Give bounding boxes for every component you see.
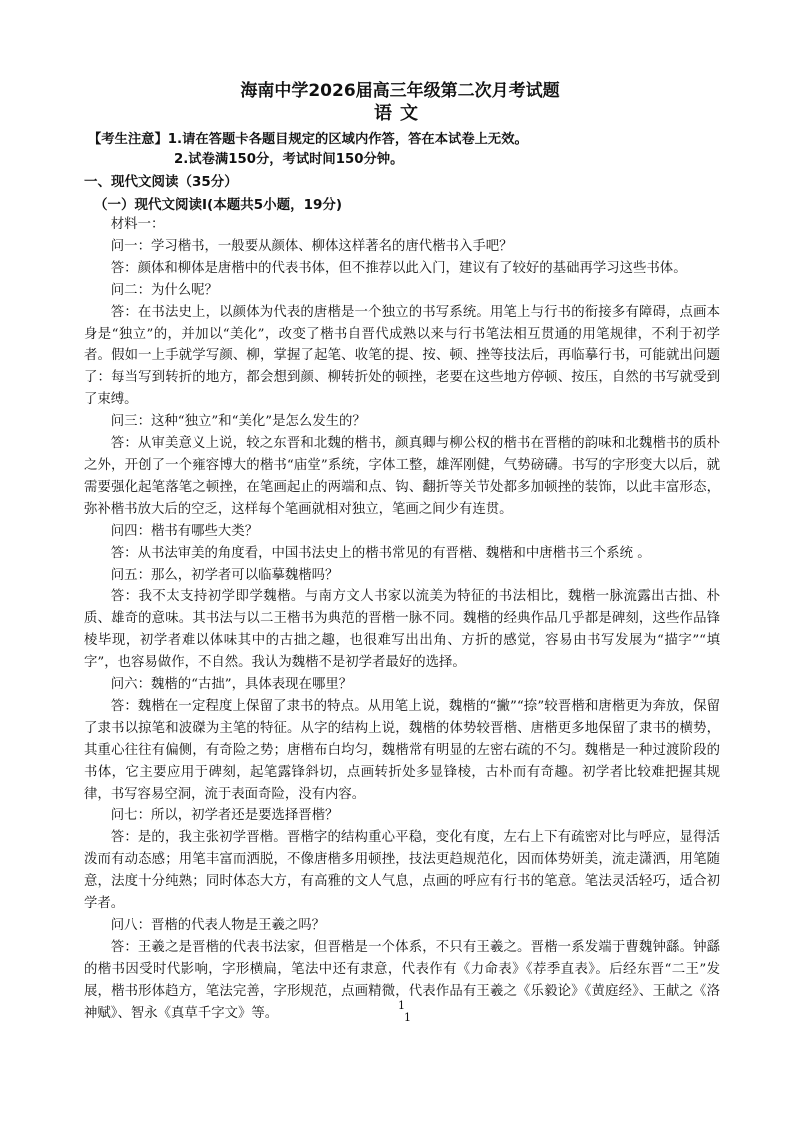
paragraph: 答：在书法史上，以颜体为代表的唐楷是一个独立的书写系统。用笔上与行书的衔接多有障碍，点画本身是“独立”的，并加以“美化”，改变了楷书自晋代成熟以来与行书笔法相互贯通的用笔规律，不利于初学者。假如一上手就学写颜、柳，掌握了起笔、收笔的提、按、顿、挫等技法后，再临摹行书，可能就出问题了：每当写到转折的地方，都会想到颜、柳转折处的顿挫，老要在这些地方停顿、按压，自然的书写就受到了束缚。 [84,304,720,408]
paragraph: 答：从书法审美的角度看，中国书法史上的楷书常见的有晋楷、魏楷和中唐楷书三个系统 。 [110,545,651,561]
paragraph: 答：我不太支持初学即学魏楷。与南方文人书家以流美为特征的书法相比，魏楷一脉流露出古拙、朴质、雄奇的意味。其书法与以二王楷书为典范的晋楷一脉不同。魏楷的经典作品几乎都是碑刻，这些作品锋棱毕现，初学者难以体味其中的古拙之趣，也很难写出出角、方折的感觉，容易由书写发展为“描字”“填字”，也容易做作，不自然。我认为魏楷不是初学者最好的选择。 [84,589,720,671]
material-label: 材料一： [110,217,165,232]
paragraph: 问七：所以，初学者还是要选择晋楷？ [110,808,339,824]
notice-line-1: 【考生注意】1.请在答题卡各题目规定的区域内作答，答在本试卷上无效。 [88,132,528,147]
subject-title: 语文 [374,103,426,124]
page-number-b: 1 [404,1011,411,1024]
reading-material [84,214,720,1025]
paragraph: 问八：晋楷的代表人物是王羲之吗？ [110,918,326,933]
paragraph: 问六：魏楷的“古拙”，具体表现在哪里？ [110,677,353,693]
notice-line-2: 2.试卷满150分，考试时间150分钟。 [174,152,404,167]
paragraph: 问四：楷书有哪些大类？ [110,523,259,539]
paragraph: 问一：学习楷书，一般要从颜体、柳体这样著名的唐代楷书入手吧？ [110,238,513,254]
section-heading: 一、现代文阅读（35分） [84,174,238,190]
paragraph: 答：是的，我主张初学晋楷。晋楷字的结构重心平稳，变化有度，左右上下有疏密对比与呼应，显得活泼而有动态感；用笔丰富而洒脱，不像唐楷多用顿挫，技法更趋规范化，因而体势妍美，流走潇洒，用笔随意，法度十分纯熟；同时体态大方，有高雅的文人气息，点画的呼应有行书的笔意。笔法灵活轻巧，适合初学者。 [84,830,720,912]
paragraph: 答：王羲之是晋楷的代表书法家，但晋楷是一个体系，不只有王羲之。晋楷一系发端于曹魏钟繇。钟繇的楷书因受时代影响，字形横扁，笔法中还有隶意，代表作有《力命表》《荐季直表》。后经东晋“二王”发展，楷书形体趋方，笔法完善，字形规范，点画精微，代表作品有王羲之《乐毅论》《黄庭经》、王献之《洛神赋》、智永《真草千字文》等。 [84,939,720,1021]
paragraph: 答：颜体和柳体是唐楷中的代表书体，但不推荐以此入门，建议有了较好的基础再学习这些书体。 [110,260,687,276]
exam-notice [88,130,528,170]
paragraph: 答：从审美意义上说，较之东晋和北魏的楷书，颜真卿与柳公权的楷书在晋楷的韵味和北魏楷书的质朴之外，开创了一个雍容博大的楷书“庙堂”系统，字体工整，雄浑刚健，气势磅礴。书写的字形变大以后，就需要强化起笔落笔之顿挫，在笔画起止的两端和点、钩、翻折等关节处都多加顿挫的装饰，以此丰富形态，弥补楷书放大后的空乏，这样每个笔画就相对独立，笔画之间少有连贯。 [84,436,720,517]
subsection-heading: （一）现代文阅读Ⅰ(本题共5小题，19分) [94,197,343,213]
page-number-a: 1 [398,999,405,1012]
paragraph: 问三：这种“独立”和“美化”是怎么发生的？ [110,414,366,430]
paragraph: 答：魏楷在一定程度上保留了隶书的特点。从用笔上说，魏楷的“撇”“捺”较晋楷和唐楷更为奔放，保留了隶书以掠笔和波磔为主笔的特征。从字的结构上说，魏楷的体势较晋楷、唐楷更多地保留了隶书的横势，其重心往往有偏侧，有奇险之势；唐楷布白均匀，魏楷常有明显的左密右疏的不匀。魏楷是一种过渡阶段的书体，它主要应用于碑刻，起笔露锋斜切，点画转折处多显锋棱，古朴而有奇趣。初学者比较难把握其规律，书写容易空洞，流于表面奇险，没有内容。 [84,698,720,802]
exam-title: 海南中学2026届高三年级第二次月考试题 [240,81,560,101]
paragraph: 问五：那么，初学者可以临摹魏楷吗？ [110,567,339,583]
page-number [398,1000,411,1024]
paragraph: 问二：为什么呢？ [110,282,218,298]
